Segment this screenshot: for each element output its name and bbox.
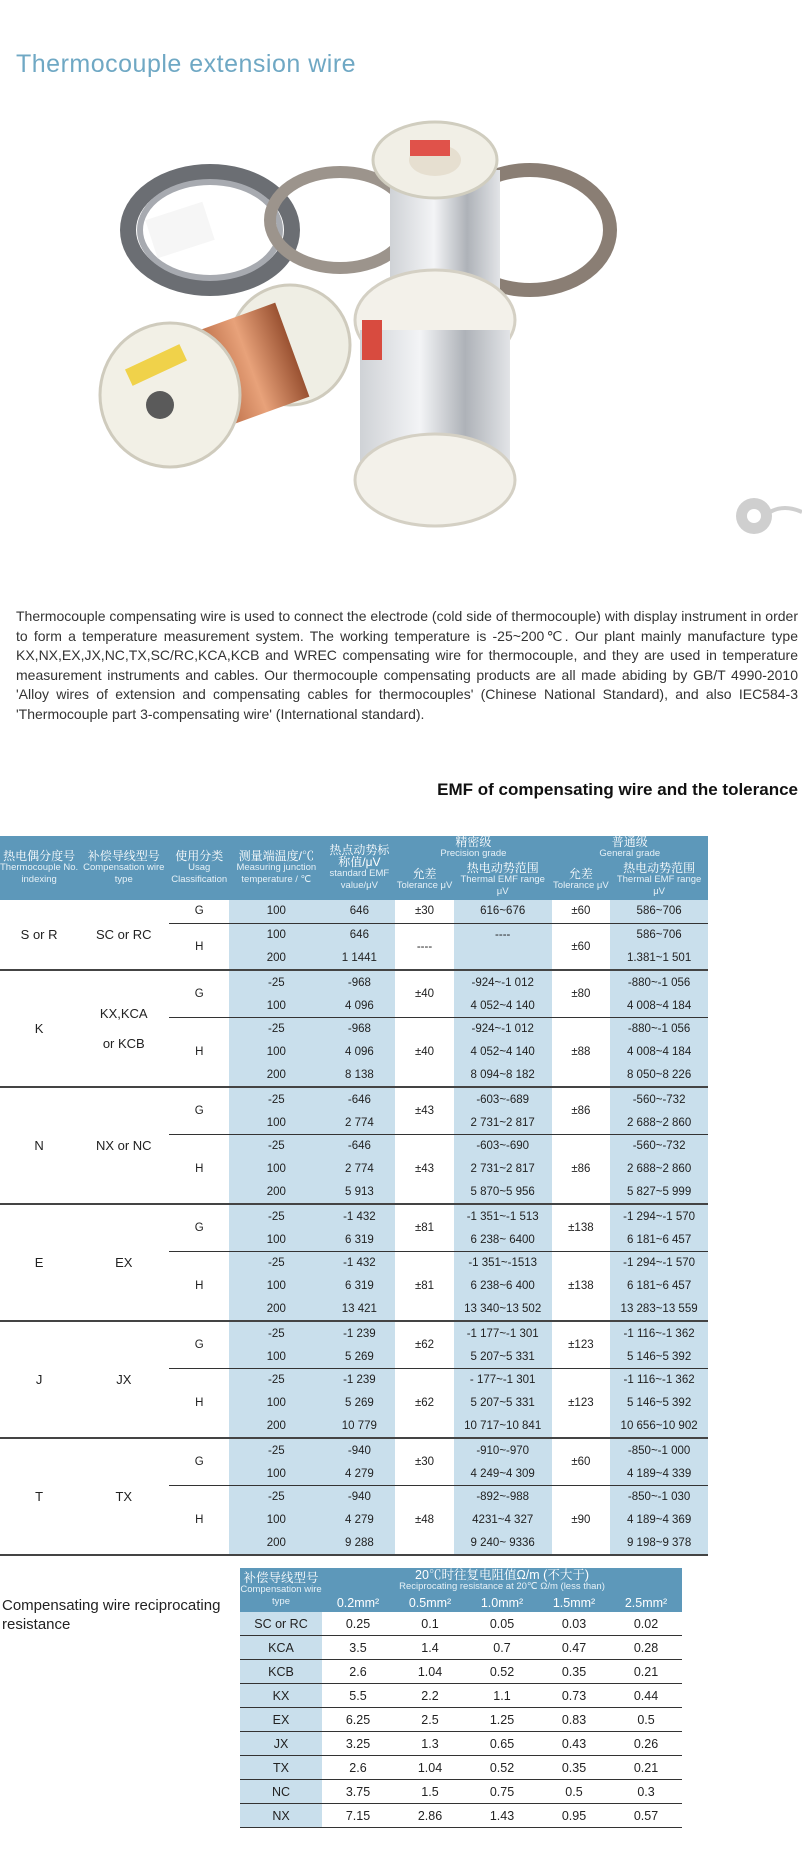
precision-range-cell: 4 052~4 140 xyxy=(454,994,552,1017)
emf-cell: -646 xyxy=(324,1087,396,1111)
emf-cell: 9 288 xyxy=(324,1532,396,1556)
res-value-cell: 0.03 xyxy=(538,1612,610,1636)
emf-cell: 646 xyxy=(324,923,396,946)
header-size: 2.5mm² xyxy=(610,1593,682,1612)
general-range-cell: 2 688~2 860 xyxy=(610,1111,708,1134)
emf-cell: 6 319 xyxy=(324,1275,396,1298)
indexing-cell: S or R xyxy=(0,900,78,970)
general-range-cell: -1 294~-1 570 xyxy=(610,1204,708,1228)
junction-cell: -25 xyxy=(229,1204,323,1228)
precision-range-cell: 4 052~4 140 xyxy=(454,1041,552,1064)
junction-cell: -25 xyxy=(229,970,323,994)
usage-cell: H xyxy=(169,1134,229,1204)
res-value-cell: 0.21 xyxy=(610,1756,682,1780)
ring-decoration-icon xyxy=(732,490,802,542)
res-value-cell: 2.2 xyxy=(394,1684,466,1708)
general-range-cell: -1 116~-1 362 xyxy=(610,1321,708,1345)
res-value-cell: 0.21 xyxy=(610,1660,682,1684)
general-range-cell: 5 827~5 999 xyxy=(610,1181,708,1205)
precision-tolerance-cell: ±40 xyxy=(395,970,454,1017)
table-row xyxy=(240,1684,682,1708)
precision-range-cell: 5 207~5 331 xyxy=(454,1345,552,1368)
indexing-cell: J xyxy=(0,1321,78,1438)
res-value-cell: 0.1 xyxy=(394,1612,466,1636)
precision-tolerance-cell: ±48 xyxy=(395,1485,454,1555)
general-range-cell: 8 050~8 226 xyxy=(610,1064,708,1088)
precision-range-cell: 8 094~8 182 xyxy=(454,1064,552,1088)
header-size: 0.2mm² xyxy=(322,1593,394,1612)
table-row xyxy=(0,900,708,923)
precision-range-cell: 2 731~2 817 xyxy=(454,1158,552,1181)
res-value-cell: 1.43 xyxy=(466,1804,538,1828)
junction-cell: 100 xyxy=(229,1158,323,1181)
emf-cell: 5 269 xyxy=(324,1392,396,1415)
junction-cell: 100 xyxy=(229,1041,323,1064)
table-row xyxy=(240,1612,682,1636)
emf-cell: 13 421 xyxy=(324,1298,396,1322)
precision-range-cell: 9 240~ 9336 xyxy=(454,1532,552,1556)
res-value-cell: 1.04 xyxy=(394,1756,466,1780)
precision-tolerance-cell: ±62 xyxy=(395,1368,454,1438)
res-value-cell: 0.52 xyxy=(466,1756,538,1780)
junction-cell: 200 xyxy=(229,1181,323,1205)
wire-type-cell: NX or NC xyxy=(78,1087,169,1204)
header-wire-type: 补偿导线型号 Compensation wire type xyxy=(78,836,169,900)
precision-tolerance-cell: ---- xyxy=(395,923,454,970)
general-tolerance-cell: ±86 xyxy=(552,1134,611,1204)
emf-cell: 5 913 xyxy=(324,1181,396,1205)
general-range-cell: 2 688~2 860 xyxy=(610,1158,708,1181)
header-junction-temp: 测量端温度/℃ Measuring junction temperature / ℃ xyxy=(229,836,323,900)
precision-range-cell: 10 717~10 841 xyxy=(454,1415,552,1439)
general-tolerance-cell: ±80 xyxy=(552,970,611,1017)
table-row xyxy=(0,1438,708,1462)
general-tolerance-cell: ±123 xyxy=(552,1321,611,1368)
usage-cell: H xyxy=(169,1251,229,1321)
emf-cell: 10 779 xyxy=(324,1415,396,1439)
res-value-cell: 0.57 xyxy=(610,1804,682,1828)
general-range-cell: 586~706 xyxy=(610,923,708,946)
precision-tolerance-cell: ±81 xyxy=(395,1204,454,1251)
emf-cell: -968 xyxy=(324,970,396,994)
usage-cell: G xyxy=(169,1204,229,1251)
junction-cell: 200 xyxy=(229,1532,323,1556)
emf-cell: -940 xyxy=(324,1438,396,1462)
res-wire-type-cell: NC xyxy=(240,1780,322,1804)
wire-type-cell: JX xyxy=(78,1321,169,1438)
general-range-cell: -850~-1 000 xyxy=(610,1438,708,1462)
header-size: 0.5mm² xyxy=(394,1593,466,1612)
usage-cell: H xyxy=(169,1017,229,1087)
general-range-cell: 4 189~4 369 xyxy=(610,1509,708,1532)
precision-range-cell: -1 351~-1513 xyxy=(454,1251,552,1274)
junction-cell: 100 xyxy=(229,1228,323,1251)
intro-paragraph: Thermocouple compensating wire is used to connect the electrode (cold side of thermocouple) with display instrument in order to form a temperature measurement system. The working temperature is -25~200℃. Our plant mainly manufacture type KX,NX,EX,JX,NC,TX,SC/RC,KCA,KCB and WREC compensating wire for thermocouple, and they are used in temperature measurement instruments and cables. Our thermocouple compensating products are all made abiding by GB/T 4990-2010 'Alloy wires of extension and compensating cables for thermocouples' (Chinese National Standard), and also IEC584-3 'Thermocouple part 3-compensating wire' (International standard). xyxy=(16,608,798,722)
junction-cell: 100 xyxy=(229,1111,323,1134)
precision-range-cell: 5 207~5 331 xyxy=(454,1392,552,1415)
junction-cell: 100 xyxy=(229,923,323,946)
junction-cell: 100 xyxy=(229,1509,323,1532)
general-range-cell: 4 189~4 339 xyxy=(610,1462,708,1485)
res-value-cell: 0.26 xyxy=(610,1732,682,1756)
table-row xyxy=(240,1804,682,1828)
precision-tolerance-cell: ±30 xyxy=(395,1438,454,1485)
wire-type-line: or KCB xyxy=(102,1036,145,1052)
emf-cell: -1 432 xyxy=(324,1204,396,1228)
res-value-cell: 0.95 xyxy=(538,1804,610,1828)
res-value-cell: 0.65 xyxy=(466,1732,538,1756)
res-value-cell: 1.25 xyxy=(466,1708,538,1732)
res-value-cell: 0.05 xyxy=(466,1612,538,1636)
table-row xyxy=(0,1204,708,1228)
emf-cell: 2 774 xyxy=(324,1111,396,1134)
precision-tolerance-cell: ±81 xyxy=(395,1251,454,1321)
general-range-cell: -850~-1 030 xyxy=(610,1485,708,1508)
res-wire-type-cell: NX xyxy=(240,1804,322,1828)
indexing-cell: E xyxy=(0,1204,78,1321)
resistance-table-body xyxy=(240,1612,682,1828)
res-wire-type-cell: KCA xyxy=(240,1636,322,1660)
precision-range-cell: 4231~4 327 xyxy=(454,1509,552,1532)
usage-cell: G xyxy=(169,970,229,1017)
res-value-cell: 0.75 xyxy=(466,1780,538,1804)
junction-cell: -25 xyxy=(229,1438,323,1462)
res-value-cell: 1.3 xyxy=(394,1732,466,1756)
general-range-cell: -560~-732 xyxy=(610,1087,708,1111)
table-row xyxy=(240,1708,682,1732)
usage-cell: G xyxy=(169,1087,229,1134)
precision-range-cell: -603~-689 xyxy=(454,1087,552,1111)
res-wire-type-cell: SC or RC xyxy=(240,1612,322,1636)
usage-cell: H xyxy=(169,1368,229,1438)
precision-tolerance-cell: ±30 xyxy=(395,900,454,923)
emf-cell: 4 279 xyxy=(324,1462,396,1485)
general-range-cell: -560~-732 xyxy=(610,1134,708,1157)
junction-cell: 100 xyxy=(229,1345,323,1368)
general-range-cell: 4 008~4 184 xyxy=(610,994,708,1017)
precision-range-cell: 5 870~5 956 xyxy=(454,1181,552,1205)
junction-cell: 100 xyxy=(229,1392,323,1415)
junction-cell: -25 xyxy=(229,1321,323,1345)
res-value-cell: 0.47 xyxy=(538,1636,610,1660)
general-range-cell: 4 008~4 184 xyxy=(610,1041,708,1064)
res-value-cell: 0.5 xyxy=(538,1780,610,1804)
table-row xyxy=(240,1780,682,1804)
precision-range-cell: -924~-1 012 xyxy=(454,970,552,994)
junction-cell: -25 xyxy=(229,1134,323,1157)
page-title: Thermocouple extension wire xyxy=(16,50,357,78)
junction-cell: 100 xyxy=(229,1275,323,1298)
general-tolerance-cell: ±138 xyxy=(552,1204,611,1251)
res-value-cell: 1.04 xyxy=(394,1660,466,1684)
emf-cell: -1 239 xyxy=(324,1368,396,1391)
junction-cell: -25 xyxy=(229,1368,323,1391)
res-value-cell: 0.73 xyxy=(538,1684,610,1708)
resistance-label: Compensating wire reciprocating resistance xyxy=(2,1597,221,1633)
usage-cell: G xyxy=(169,1321,229,1368)
precision-range-cell: -924~-1 012 xyxy=(454,1017,552,1040)
general-range-cell: -1 116~-1 362 xyxy=(610,1368,708,1391)
res-value-cell: 0.44 xyxy=(610,1684,682,1708)
emf-cell: 4 096 xyxy=(324,994,396,1017)
header-general-grade: 普通级 General grade xyxy=(552,836,708,860)
emf-table-heading: EMF of compensating wire and the tolerance xyxy=(437,780,798,799)
precision-range-cell: ---- xyxy=(454,923,552,946)
res-value-cell: 2.6 xyxy=(322,1660,394,1684)
header-indexing: 热电偶分度号 Thermocouple No. indexing xyxy=(0,836,78,900)
res-value-cell: 0.5 xyxy=(610,1708,682,1732)
precision-range-cell: 4 249~4 309 xyxy=(454,1462,552,1485)
res-value-cell: 3.75 xyxy=(322,1780,394,1804)
junction-cell: 100 xyxy=(229,994,323,1017)
junction-cell: 100 xyxy=(229,900,323,923)
precision-range-cell: 6 238~ 6400 xyxy=(454,1228,552,1251)
emf-cell: 4 279 xyxy=(324,1509,396,1532)
general-range-cell: 10 656~10 902 xyxy=(610,1415,708,1439)
general-range-cell: 5 146~5 392 xyxy=(610,1345,708,1368)
res-value-cell: 0.35 xyxy=(538,1660,610,1684)
general-tolerance-cell: ±88 xyxy=(552,1017,611,1087)
res-wire-type-cell: EX xyxy=(240,1708,322,1732)
general-range-cell: 9 198~9 378 xyxy=(610,1532,708,1556)
general-tolerance-cell: ±138 xyxy=(552,1251,611,1321)
header-size: 1.5mm² xyxy=(538,1593,610,1612)
res-value-cell: 5.5 xyxy=(322,1684,394,1708)
general-tolerance-cell: ±60 xyxy=(552,923,611,970)
precision-range-cell: -1 177~-1 301 xyxy=(454,1321,552,1345)
precision-range-cell: -892~-988 xyxy=(454,1485,552,1508)
general-range-cell: 5 146~5 392 xyxy=(610,1392,708,1415)
junction-cell: 200 xyxy=(229,1064,323,1088)
header-general-range: 热电动势范围 Thermal EMF range μV xyxy=(610,860,708,900)
res-value-cell: 0.35 xyxy=(538,1756,610,1780)
res-wire-type-cell: KX xyxy=(240,1684,322,1708)
res-value-cell: 3.5 xyxy=(322,1636,394,1660)
header-standard-emf: 热点动势标称值/μV standard EMF value/μV xyxy=(324,836,396,900)
precision-range-cell: -1 351~-1 513 xyxy=(454,1204,552,1228)
wire-type-cell: TX xyxy=(78,1438,169,1555)
general-tolerance-cell: ±60 xyxy=(552,900,611,923)
precision-range-cell xyxy=(454,947,552,971)
emf-cell: -646 xyxy=(324,1134,396,1157)
junction-cell: -25 xyxy=(229,1485,323,1508)
res-value-cell: 1.4 xyxy=(394,1636,466,1660)
header-size: 1.0mm² xyxy=(466,1593,538,1612)
table-row xyxy=(240,1636,682,1660)
table-row xyxy=(0,970,708,994)
res-value-cell: 7.15 xyxy=(322,1804,394,1828)
general-range-cell: 6 181~6 457 xyxy=(610,1228,708,1251)
general-range-cell: 13 283~13 559 xyxy=(610,1298,708,1322)
junction-cell: 100 xyxy=(229,1462,323,1485)
usage-cell: H xyxy=(169,923,229,970)
junction-cell: -25 xyxy=(229,1251,323,1274)
header-res-wire-type: 补偿导线型号 Compensation wire type xyxy=(240,1568,322,1612)
emf-cell: -1 432 xyxy=(324,1251,396,1274)
precision-range-cell: 13 340~13 502 xyxy=(454,1298,552,1322)
wire-type-cell xyxy=(78,970,169,1087)
header-precision-grade: 精密级 Precision grade xyxy=(395,836,551,860)
emf-cell: -968 xyxy=(324,1017,396,1040)
junction-cell: -25 xyxy=(229,1017,323,1040)
emf-cell: 1 1441 xyxy=(324,947,396,971)
precision-tolerance-cell: ±62 xyxy=(395,1321,454,1368)
indexing-cell: K xyxy=(0,970,78,1087)
general-tolerance-cell: ±86 xyxy=(552,1087,611,1134)
res-value-cell: 2.6 xyxy=(322,1756,394,1780)
res-value-cell: 0.25 xyxy=(322,1612,394,1636)
junction-cell: -25 xyxy=(229,1087,323,1111)
precision-tolerance-cell: ±43 xyxy=(395,1134,454,1204)
general-tolerance-cell: ±90 xyxy=(552,1485,611,1555)
general-range-cell: -880~-1 056 xyxy=(610,970,708,994)
res-value-cell: 3.25 xyxy=(322,1732,394,1756)
general-range-cell: -1 294~-1 570 xyxy=(610,1251,708,1274)
junction-cell: 200 xyxy=(229,947,323,971)
general-range-cell: 1.381~1 501 xyxy=(610,947,708,971)
table-row xyxy=(240,1732,682,1756)
res-value-cell: 0.28 xyxy=(610,1636,682,1660)
res-value-cell: 2.5 xyxy=(394,1708,466,1732)
emf-cell: -1 239 xyxy=(324,1321,396,1345)
res-value-cell: 0.52 xyxy=(466,1660,538,1684)
res-value-cell: 1.1 xyxy=(466,1684,538,1708)
general-range-cell: 586~706 xyxy=(610,900,708,923)
precision-tolerance-cell: ±40 xyxy=(395,1017,454,1087)
emf-cell: 5 269 xyxy=(324,1345,396,1368)
res-wire-type-cell: JX xyxy=(240,1732,322,1756)
emf-table xyxy=(0,836,708,1556)
table-row xyxy=(240,1660,682,1684)
precision-range-cell: - 177~-1 301 xyxy=(454,1368,552,1391)
emf-cell: -940 xyxy=(324,1485,396,1508)
emf-cell: 2 774 xyxy=(324,1158,396,1181)
res-value-cell: 0.3 xyxy=(610,1780,682,1804)
precision-range-cell: 2 731~2 817 xyxy=(454,1111,552,1134)
res-value-cell: 0.43 xyxy=(538,1732,610,1756)
indexing-cell: N xyxy=(0,1087,78,1204)
emf-cell: 8 138 xyxy=(324,1064,396,1088)
res-value-cell: 1.5 xyxy=(394,1780,466,1804)
table-row xyxy=(0,1321,708,1345)
emf-cell: 4 096 xyxy=(324,1041,396,1064)
precision-range-cell: 6 238~6 400 xyxy=(454,1275,552,1298)
res-value-cell: 0.7 xyxy=(466,1636,538,1660)
usage-cell: H xyxy=(169,1485,229,1555)
emf-cell: 646 xyxy=(324,900,396,923)
general-tolerance-cell: ±123 xyxy=(552,1368,611,1438)
wire-type-cell: EX xyxy=(78,1204,169,1321)
header-usage: 使用分类 Usag Classification xyxy=(169,836,229,900)
res-value-cell: 0.02 xyxy=(610,1612,682,1636)
header-precision-range: 热电动势范围 Thermal EMF range μV xyxy=(454,860,552,900)
general-range-cell: 6 181~6 457 xyxy=(610,1275,708,1298)
resistance-table xyxy=(240,1568,682,1828)
header-res-value: 20℃时往复电阻值Ω/m (不大于) Reciprocating resistance at 20℃ Ω/m (less than) xyxy=(322,1568,682,1593)
precision-range-cell: 616~676 xyxy=(454,900,552,923)
general-range-cell: -880~-1 056 xyxy=(610,1017,708,1040)
header-general-tolerance: 允差 Tolerance μV xyxy=(552,860,611,900)
emf-cell: 6 319 xyxy=(324,1228,396,1251)
table-row xyxy=(0,1087,708,1111)
precision-tolerance-cell: ±43 xyxy=(395,1087,454,1134)
res-wire-type-cell: KCB xyxy=(240,1660,322,1684)
precision-range-cell: -603~-690 xyxy=(454,1134,552,1157)
wire-type-line: KX,KCA xyxy=(99,1006,148,1022)
general-tolerance-cell: ±60 xyxy=(552,1438,611,1485)
table-row xyxy=(240,1756,682,1780)
precision-range-cell: -910~-970 xyxy=(454,1438,552,1462)
res-value-cell: 0.83 xyxy=(538,1708,610,1732)
res-wire-type-cell: TX xyxy=(240,1756,322,1780)
wire-spools-photo xyxy=(90,120,690,560)
junction-cell: 200 xyxy=(229,1298,323,1322)
junction-cell: 200 xyxy=(229,1415,323,1439)
usage-cell: G xyxy=(169,1438,229,1485)
header-precision-tolerance: 允差 Tolerance μV xyxy=(395,860,454,900)
wire-type-cell: SC or RC xyxy=(78,900,169,970)
res-value-cell: 2.86 xyxy=(394,1804,466,1828)
usage-cell: G xyxy=(169,900,229,923)
res-value-cell: 6.25 xyxy=(322,1708,394,1732)
indexing-cell: T xyxy=(0,1438,78,1555)
